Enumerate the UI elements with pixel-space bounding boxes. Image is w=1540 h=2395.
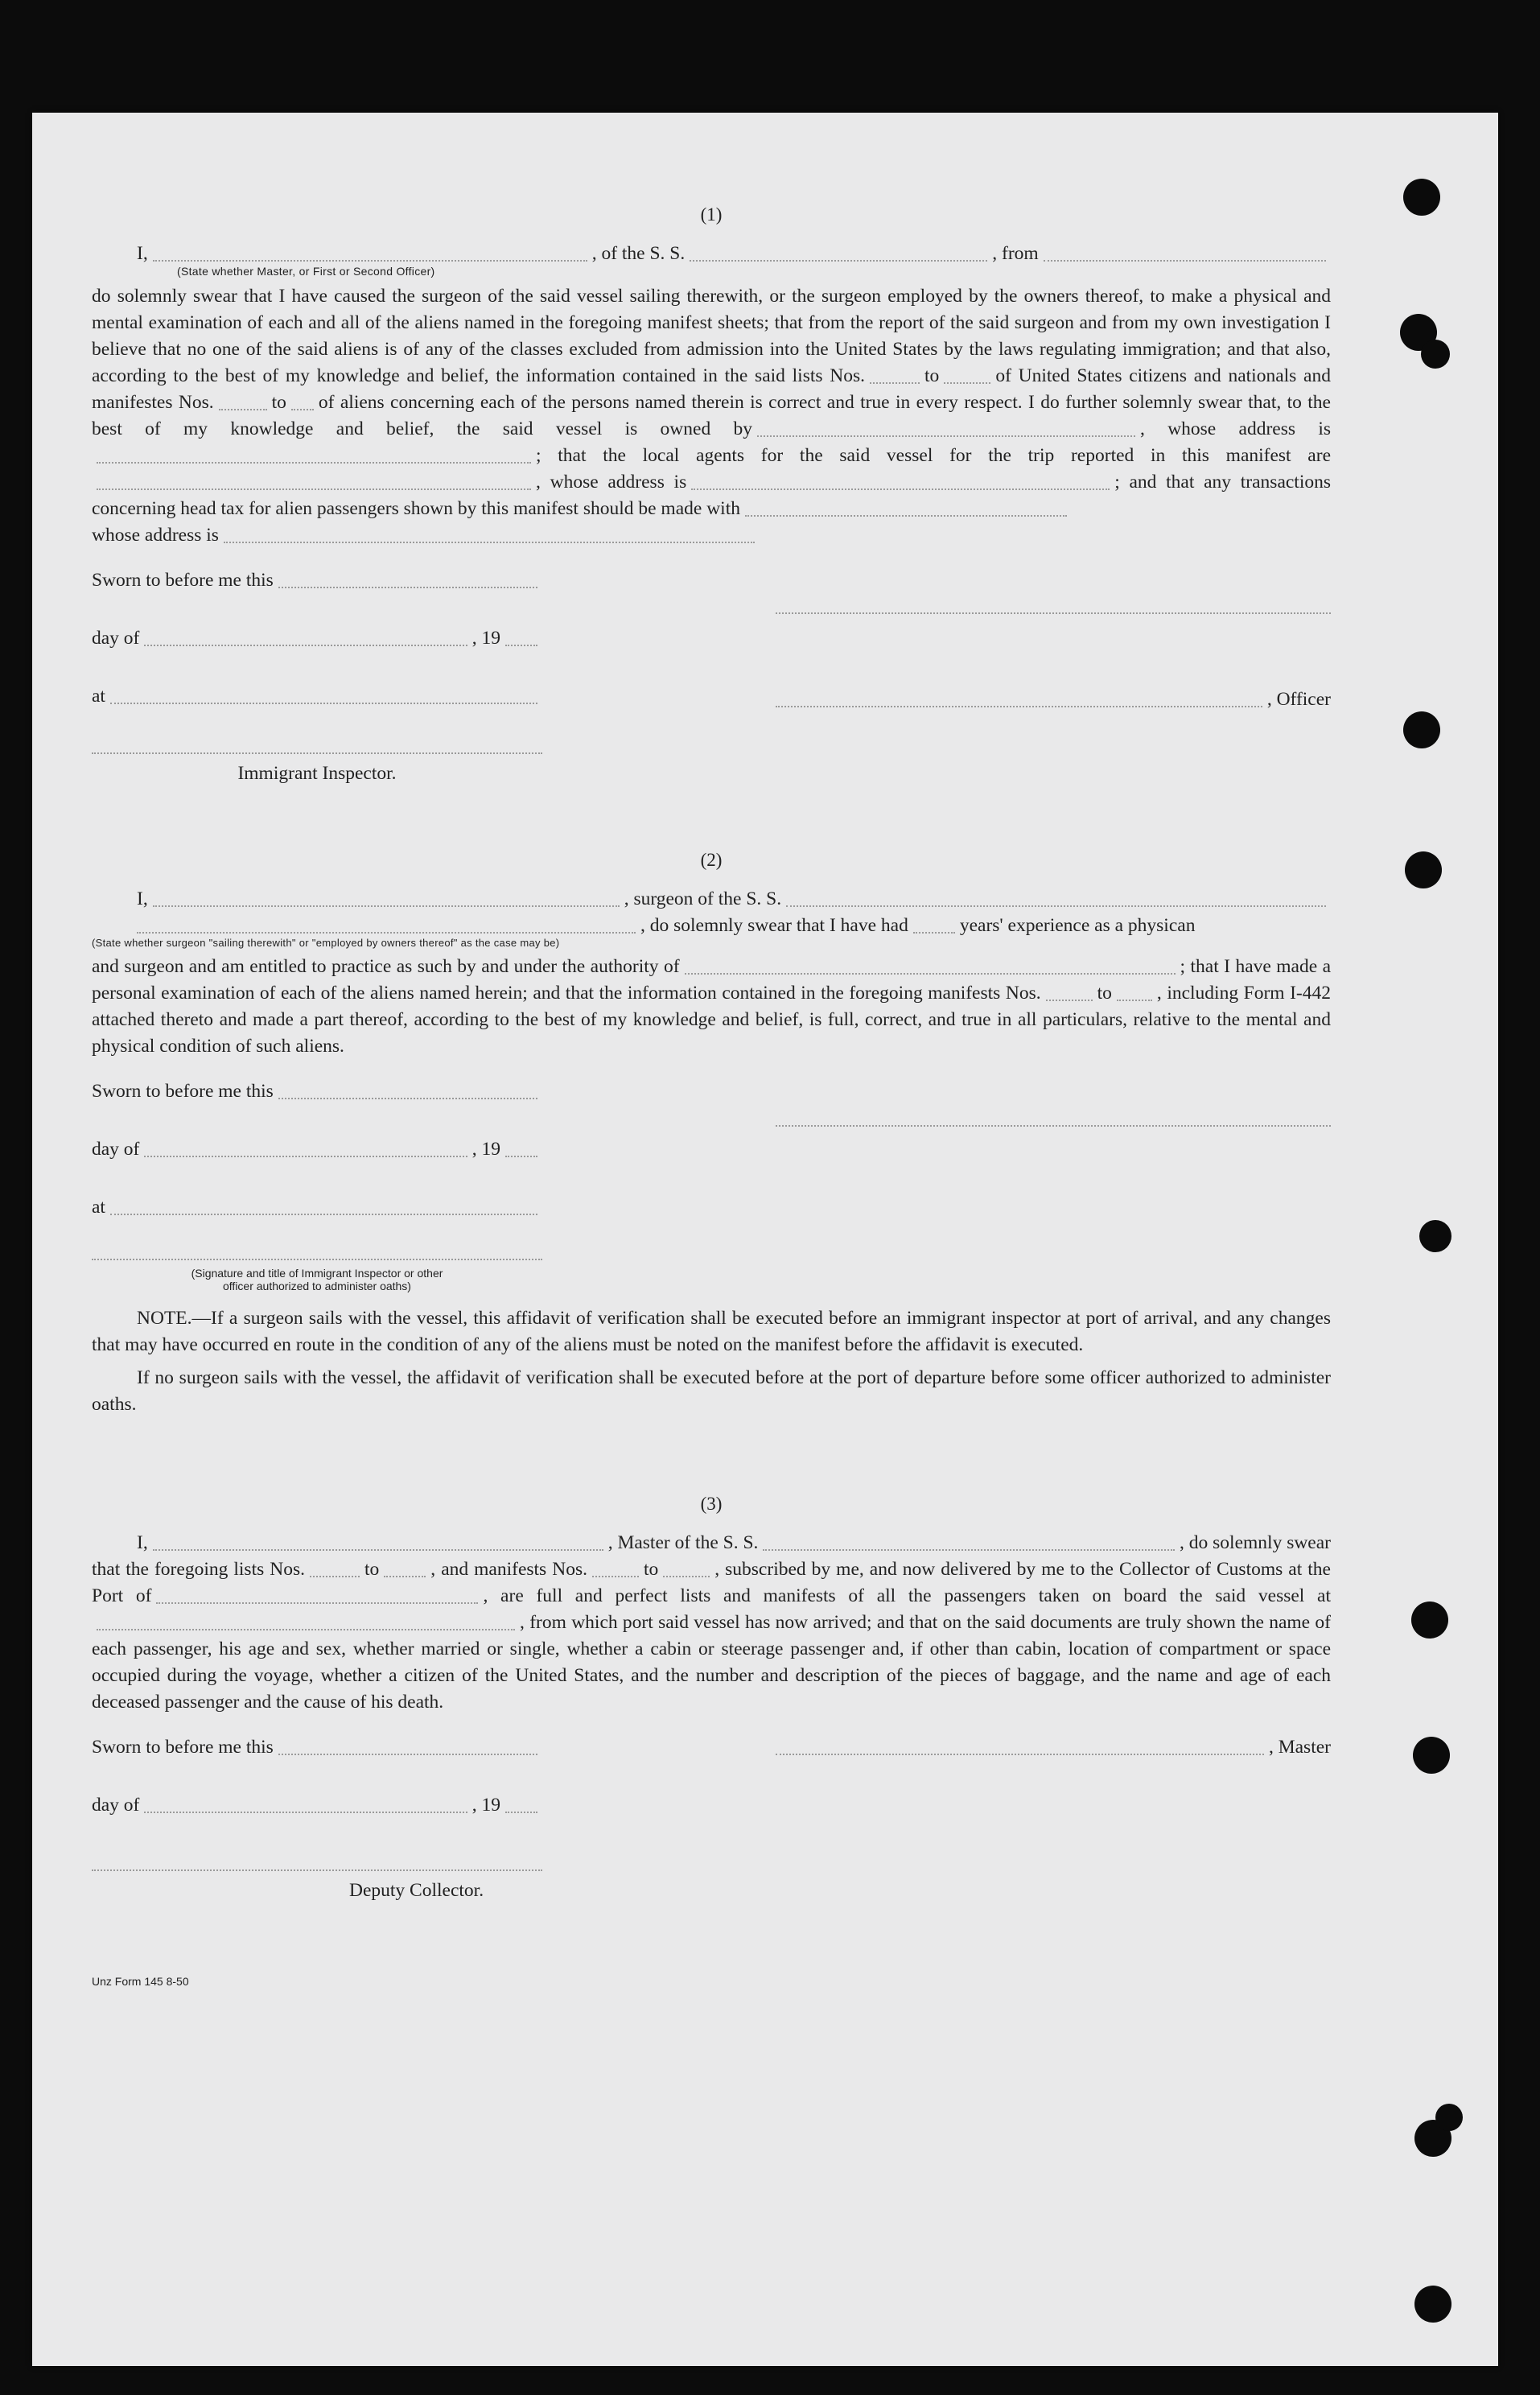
text: do solemnly swear that I have caused the surgeon of the said vessel sailing therewith, or the surgeon employed by the owners thereof, to make a physical and mental examination of each and all of the aliens named in the foregoing manifest sheets; that from the report of the said surgeon and from my own investigation I believe that no one of the said aliens is of any of the classes excluded from admission into the United States by the laws regulating immigration; and that also, according to the best of my knowledge and belief, the information contained in the said lists Nos. — [92, 286, 1331, 386]
master-line — [776, 1732, 1331, 1761]
binder-hole — [1403, 179, 1440, 216]
text: to — [1097, 983, 1112, 1004]
surgeon-paragraph: and surgeon and am entitled to practice as such by and under the authority of ; that I have made a personal examination of each of the aliens named herein; and that the information contained in the foregoing manifests Nos. to , including Form I-442 attached thereto and made a part thereof, according to the best of my knowledge and belief, is full, correct, and true in all particulars, relative to the mental and physical condition of such aliens. — [92, 956, 1332, 1057]
text: , whose address is — [536, 472, 687, 493]
master-signature-field[interactable] — [776, 1754, 1264, 1755]
years-field[interactable] — [913, 932, 955, 934]
text: I, — [137, 243, 148, 264]
text: whose address is — [92, 525, 219, 546]
binder-hole — [1411, 1601, 1448, 1639]
oath-block — [92, 1076, 1331, 1292]
text: Sworn to before me this — [92, 1737, 274, 1758]
address-field[interactable] — [224, 542, 755, 543]
text: of aliens concerning each of the persons named therein is correct and true in every respect. I do further solemnly swear that, to the best of my knowledge and belief, the said vessel is owned by — [92, 392, 1331, 439]
text: , do solemnly swear that I have had — [640, 915, 908, 936]
section-number: (1) — [700, 204, 723, 225]
text: , including Form I-442 attached thereto and made a part thereof, according to the best of my knowledge and belief, is full, correct, and true in all particulars, relative to the mental and physical condition of such aliens. — [92, 983, 1332, 1057]
oath-block — [92, 565, 1331, 787]
text: to — [364, 1559, 380, 1580]
text: officer authorized to administer oaths) — [223, 1280, 411, 1292]
list-number-field[interactable] — [944, 382, 990, 384]
place-field[interactable] — [110, 703, 537, 704]
master-paragraph — [92, 1556, 1331, 1716]
note-paragraph: NOTE.—If a surgeon sails with the vessel, this affidavit of verification shall be executed before an immigrant inspector at port of arrival, and any changes that may have occurred en route in the condition of any of the aliens must be noted on the manifest before the affidavit is executed. — [92, 1308, 1331, 1355]
month-field[interactable] — [144, 645, 467, 646]
field-caption: (State whether Master, or First or Second Officer) — [177, 265, 435, 278]
text: , from which port said vessel has now arrived; and that on the said documents are truly shown the name of each passenger, his age and sex, whether married or single, whether a cabin or steerage passenger and, if other than cabin, location of compartment or space occupied during the voyage, whether a citizen of the United States, and the number and description of the pieces of baggage, and the name and age of each deceased passenger and the cause of his death. — [92, 1612, 1331, 1713]
officer-signature-field[interactable] — [776, 612, 1331, 614]
agents-field[interactable] — [97, 488, 531, 490]
binder-hole — [1421, 340, 1450, 369]
section-number: (3) — [700, 1494, 723, 1514]
officer-name-field[interactable] — [776, 706, 1262, 707]
signature-caption — [92, 1267, 542, 1292]
sworn-line — [92, 565, 542, 594]
inspector-label: Immigrant Inspector. — [237, 763, 397, 784]
text: , are full and perfect lists and manifests of all the passengers taken on board the said vessel at — [483, 1585, 1331, 1606]
text: , do solemnly swear — [1180, 1532, 1331, 1553]
at-line — [92, 1163, 542, 1221]
manifest-number-field[interactable] — [1046, 1000, 1093, 1001]
inspector-signature-field[interactable] — [92, 1258, 542, 1260]
text: , Officer — [1266, 689, 1331, 710]
month-field[interactable] — [144, 1156, 467, 1157]
whose-address-line — [92, 522, 1331, 549]
form-identifier: Unz Form 145 8-50 — [92, 1975, 189, 1988]
text: , surgeon of the S. S. — [624, 888, 782, 909]
text: to — [924, 365, 940, 386]
authority-field[interactable] — [685, 973, 1176, 975]
surgeon-declaration-line — [92, 886, 1331, 913]
binder-hole — [1413, 1737, 1450, 1774]
sworn-line — [92, 1732, 542, 1761]
manifest-number-field[interactable] — [592, 1576, 639, 1577]
year-field[interactable] — [505, 1812, 537, 1813]
text: I, — [137, 888, 148, 909]
day-of-line — [92, 594, 542, 652]
master-declaration-line — [92, 1530, 1331, 1556]
text: , 19 — [471, 1795, 500, 1816]
manifest-number-field[interactable] — [663, 1576, 710, 1577]
collector-oath — [92, 1732, 542, 1904]
text: of United States citizens and nationals and manifestes Nos. — [92, 365, 1331, 413]
text: , Master — [1268, 1737, 1331, 1758]
text: day of — [92, 628, 140, 649]
vessel-field[interactable] — [690, 260, 987, 262]
text: Sworn to before me this — [92, 1081, 274, 1102]
place-field[interactable] — [110, 1214, 537, 1215]
text: , of the S. S. — [591, 243, 686, 264]
binder-hole — [1414, 2286, 1451, 2323]
inspector-signature-field[interactable] — [92, 752, 542, 754]
master-name-field[interactable] — [153, 1549, 603, 1551]
text: to — [271, 392, 286, 413]
year-field[interactable] — [505, 1156, 537, 1157]
form-content — [92, 201, 1331, 1995]
date-field[interactable] — [278, 1098, 537, 1099]
section-number: (2) — [700, 850, 723, 870]
surgeon-name-field[interactable] — [153, 905, 620, 907]
inspector-oath — [92, 1076, 542, 1292]
text: , Master of the S. S. — [607, 1532, 759, 1553]
binder-hole — [1419, 1220, 1451, 1252]
year-field[interactable] — [505, 645, 537, 646]
list-number-field[interactable] — [870, 382, 920, 384]
surgeon-status-field[interactable] — [137, 932, 636, 934]
departure-port-field[interactable] — [97, 1629, 515, 1630]
port-field[interactable] — [1044, 260, 1326, 262]
text: and surgeon and am entitled to practice as such by and under the authority of — [92, 956, 680, 977]
text: , subscribed by me, and now delivered by me to the Collector of Customs at the Port of — [92, 1559, 1331, 1606]
vessel-field[interactable] — [786, 905, 1326, 907]
text: I, — [137, 1532, 148, 1553]
surgeon-signature-block — [776, 1076, 1331, 1127]
month-field[interactable] — [144, 1812, 467, 1813]
master-signature-block — [776, 1732, 1331, 1761]
document-sheet — [32, 113, 1498, 2366]
text: , 19 — [471, 1139, 500, 1160]
address-field[interactable] — [691, 488, 1110, 490]
text: at — [92, 1197, 105, 1218]
manifest-number-field[interactable] — [1117, 1000, 1152, 1001]
owner-field[interactable] — [757, 435, 1135, 437]
collector-signature-field[interactable] — [92, 1869, 542, 1871]
officer-line — [776, 686, 1331, 713]
text: that the foregoing lists Nos. — [92, 1559, 306, 1580]
list-number-field[interactable] — [310, 1576, 360, 1577]
list-number-field[interactable] — [384, 1576, 426, 1577]
text: , from — [992, 243, 1039, 264]
text: at — [92, 686, 105, 707]
head-tax-field[interactable] — [745, 515, 1067, 517]
address-field[interactable] — [97, 462, 531, 464]
manifest-number-field[interactable] — [219, 409, 267, 410]
oath-paragraph — [92, 283, 1331, 522]
date-field[interactable] — [278, 1754, 537, 1755]
vessel-field[interactable] — [763, 1549, 1175, 1551]
collector-label: Deputy Collector. — [349, 1880, 484, 1901]
inspector-oath — [92, 565, 542, 787]
note-paragraph: If no surgeon sails with the vessel, the affidavit of verification shall be executed before at the port of departure before some officer authorized to administer oaths. — [92, 1367, 1331, 1415]
text: day of — [92, 1795, 140, 1816]
binder-hole — [1405, 851, 1442, 888]
text: , whose address is — [1140, 418, 1331, 439]
oath-block — [92, 1732, 1331, 1904]
text: to — [643, 1559, 659, 1580]
port-field[interactable] — [156, 1602, 478, 1604]
binder-hole — [1435, 2104, 1463, 2131]
text: , 19 — [471, 628, 500, 649]
day-of-line — [92, 1761, 542, 1819]
date-field[interactable] — [278, 587, 537, 588]
text: day of — [92, 1139, 140, 1160]
field-caption: (State whether surgeon "sailing therewith" or "employed by owners thereof" as the case may be) — [92, 937, 560, 949]
text: , and manifests Nos. — [430, 1559, 587, 1580]
binder-hole — [1403, 711, 1440, 748]
text: (Signature and title of Immigrant Inspector or other — [191, 1267, 443, 1280]
text: ; that the local agents for the said vessel for the trip reported in this manifest are — [536, 445, 1331, 466]
text: Sworn to before me this — [92, 570, 274, 591]
day-of-line — [92, 1105, 542, 1163]
text: that I have made a personal examination of each of the aliens named herein; and that the information contained in the foregoing manifests Nos. — [92, 956, 1332, 1004]
name-field[interactable] — [153, 260, 587, 262]
officer-signature-block — [776, 565, 1331, 713]
text: ; and that any transactions concerning head tax for alien passengers shown by this manifest should be made with — [92, 472, 1332, 519]
sworn-line — [92, 1076, 542, 1105]
manifest-number-field[interactable] — [291, 409, 314, 410]
surgeon-signature-field[interactable] — [776, 1124, 1331, 1127]
at-line — [92, 652, 542, 710]
text: years' experience as a physican — [959, 915, 1196, 936]
